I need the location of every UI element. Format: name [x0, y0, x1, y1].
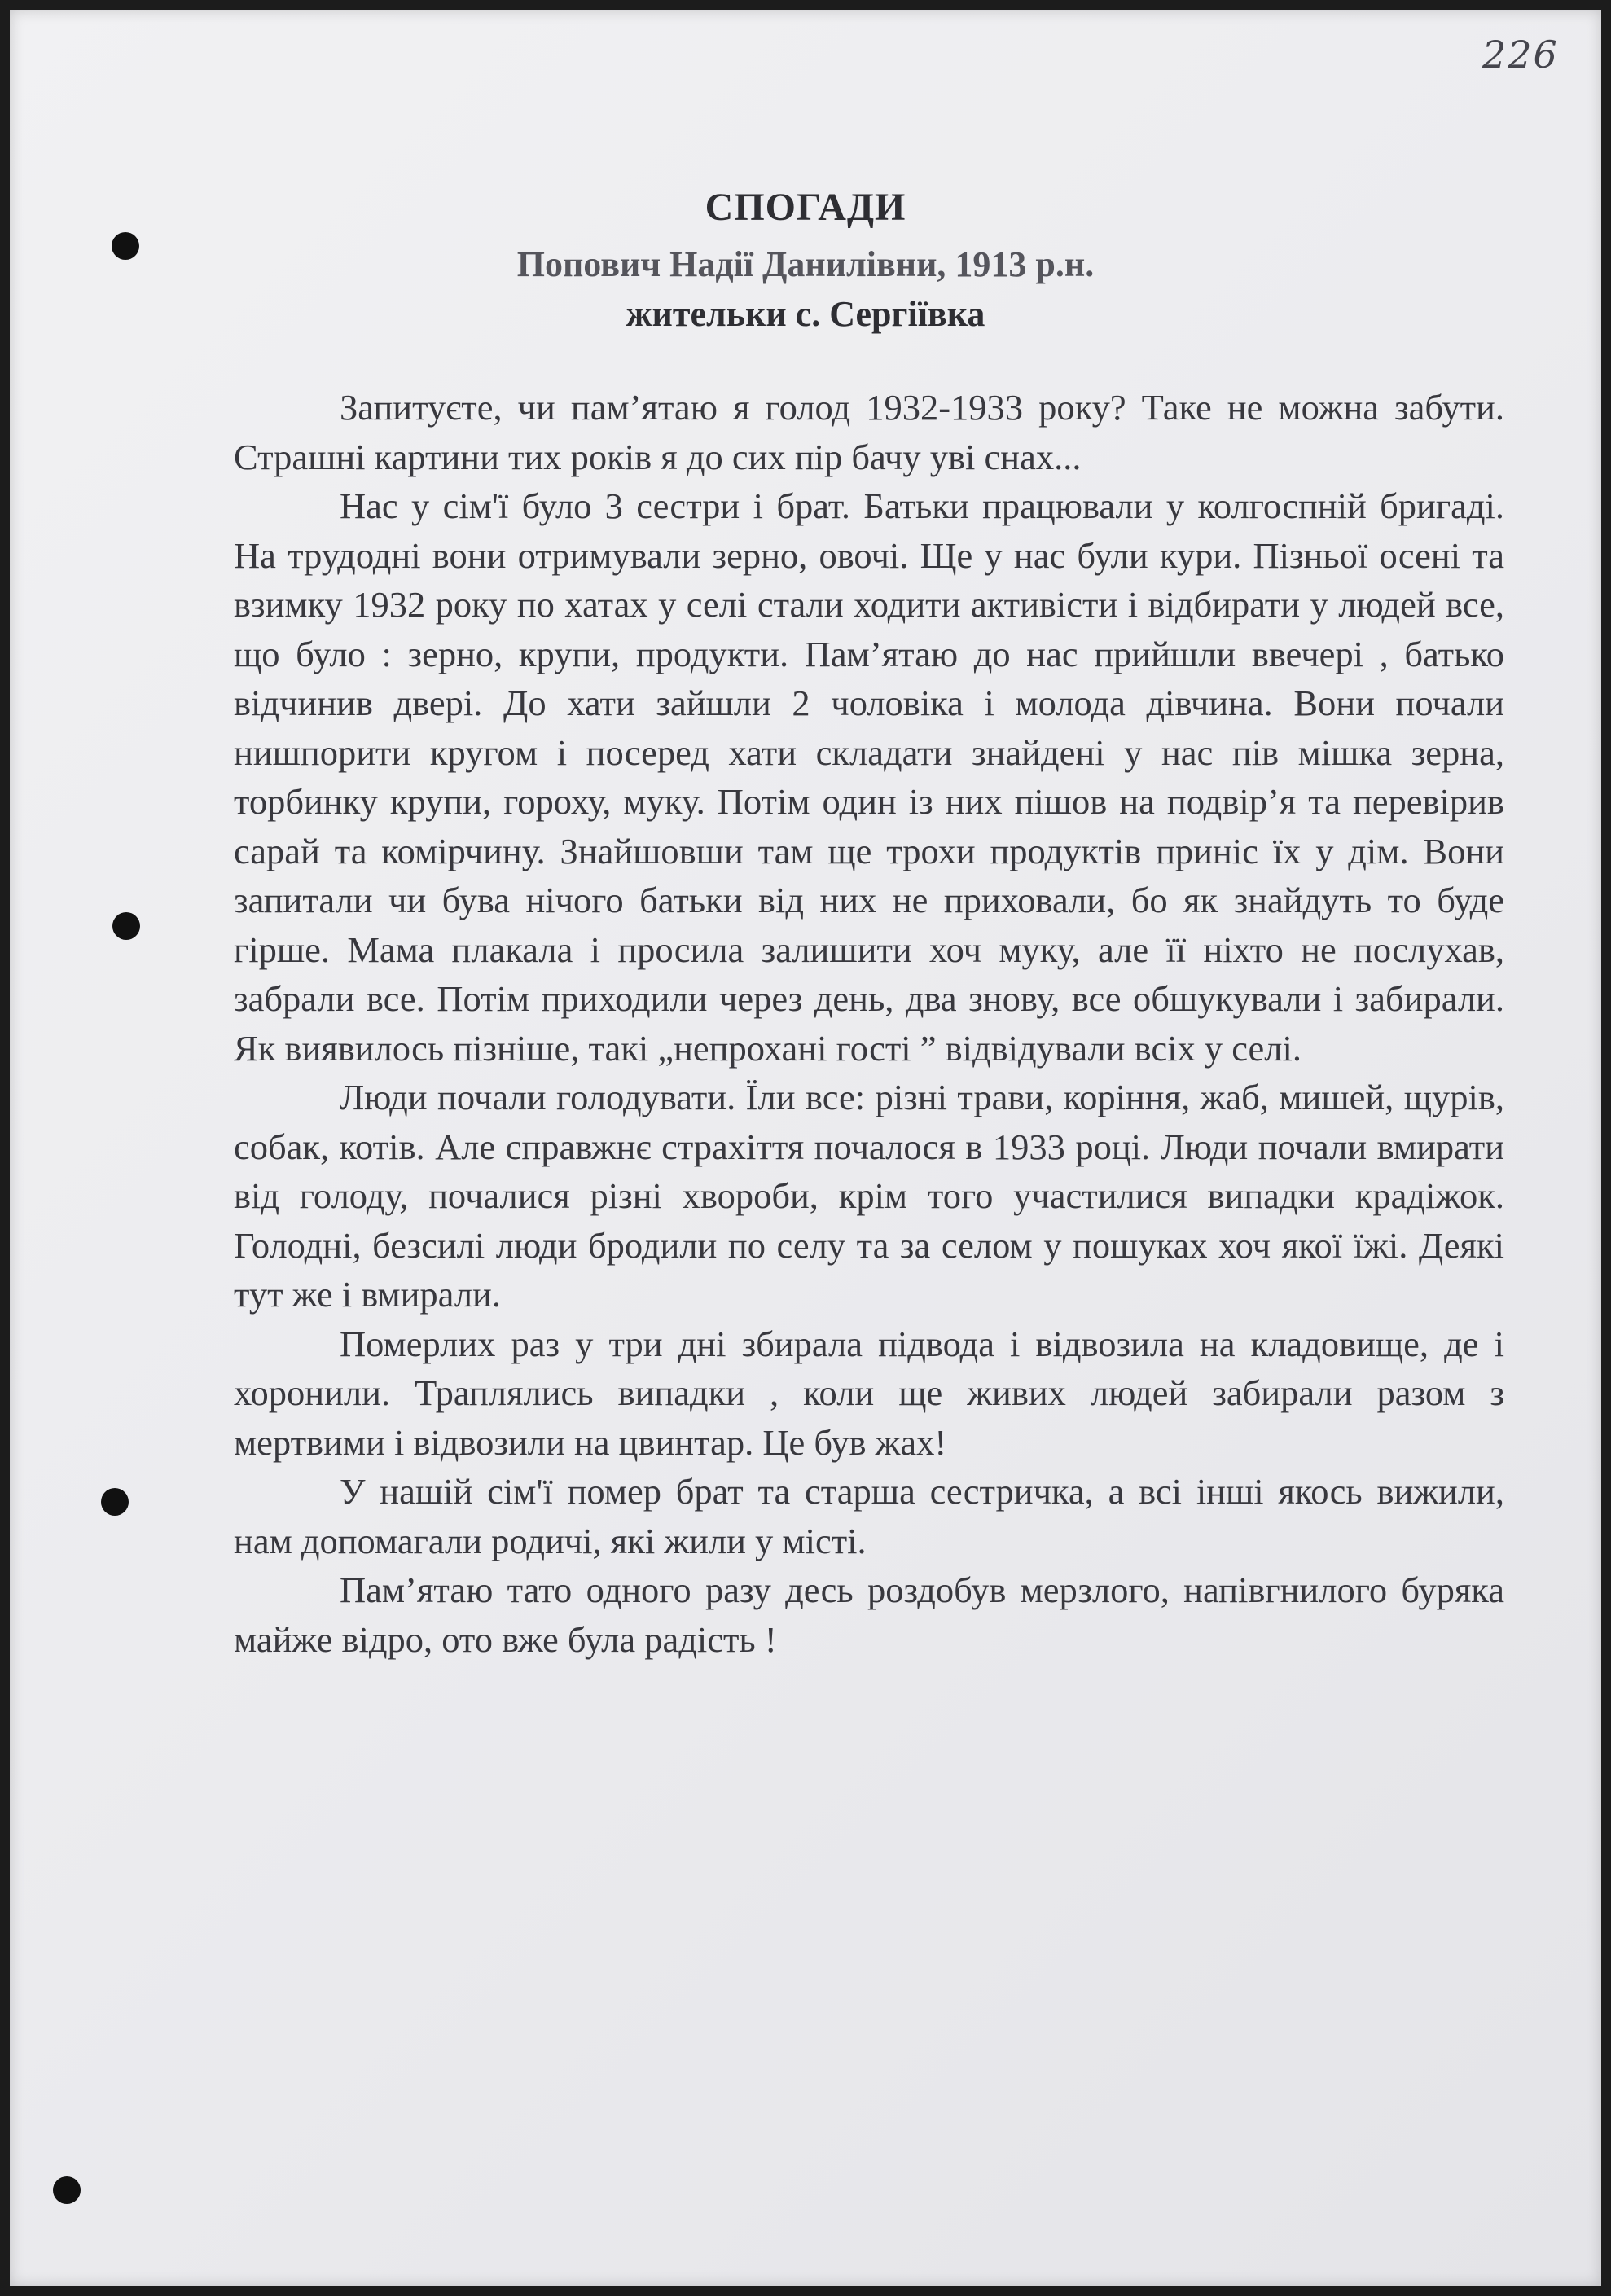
paragraph: Запитуєте, чи пам’ятаю я голод 1932-1933 року? Таке не можна забути. Страшні картини тих років я до сих пір бачу уві снах... — [234, 387, 1504, 477]
punch-hole — [101, 1488, 129, 1516]
document-body — [234, 383, 1504, 1664]
paragraph: У нашій сім'ї помер брат та старша сестричка, а всі інші якось вижили, нам допомагали родичі, які жили у місті. — [234, 1471, 1504, 1561]
punch-hole — [112, 912, 140, 940]
paragraph: Нас у сім'ї було 3 сестри і брат. Батьки працювали у колгоспній бригаді. На трудодні вони отримували зерно, овочі. Ще у нас були кури. Пізньої осені та взимку 1932 року по хатах у селі стали ходити активісти і відбирати у людей все, що було : зерно, крупи, продукти. Пам’ятаю до нас прийшли ввечері , батько відчинив двері. До хати зайшли 2 чоловіка і молода дівчина. Вони почали нишпорити кругом і посеред хати складати знайдені у нас пів мішка зерна, торбинку крупи, гороху, муку. Потім один із них пішов на подвір’я та перевірив сарай та комірчину. Знайшовши там ще трохи продуктів приніс їх у дім. Вони запитали чи бува нічого батьки від них не приховали, бо як знайдуть то буде гірше. Мама плакала і просила залишити хоч муку, але її ніхто не послухав, забрали все. Потім приходили через день, два знову, все обшукували і забирали. Як виявилось пізніше, такі „непрохані гості ” відвідували всіх у селі. — [234, 485, 1504, 1069]
document-subtitle-name: Попович Надії Данилівни, 1913 р.н. — [516, 244, 1095, 284]
handwritten-page-number: 226 — [1482, 33, 1559, 77]
document-title: СПОГАДИ — [705, 186, 906, 229]
paragraph: Люди почали голодувати. Їли все: різні трави, коріння, жаб, мишей, щурів, собак, котів. Але справжнє страхіття почалося в 1933 році. Люди почали вмирати від голоду, почалися різні хвороби, крім того участилися випадки крадіжок. Голодні, безсилі люди бродили по селу та за селом у пошуках хоч якої їжі. Деякі тут же і вмирали. — [234, 1077, 1504, 1315]
document-page — [10, 10, 1601, 2286]
paragraph: Померлих раз у три дні збирала підвода і відвозила на кладовище, де і хоронили. Траплялись випадки , коли ще живих людей забирали разом з мертвими і відвозили на цвинтар. Це був жах! — [234, 1323, 1504, 1463]
punch-hole — [53, 2176, 81, 2204]
document-subtitle-village: жительки с. Сергіївка — [626, 294, 985, 334]
paragraph: Пам’ятаю тато одного разу десь роздобув мерзлого, напівгнилого буряка майже відро, ото вже була радість ! — [234, 1569, 1504, 1660]
